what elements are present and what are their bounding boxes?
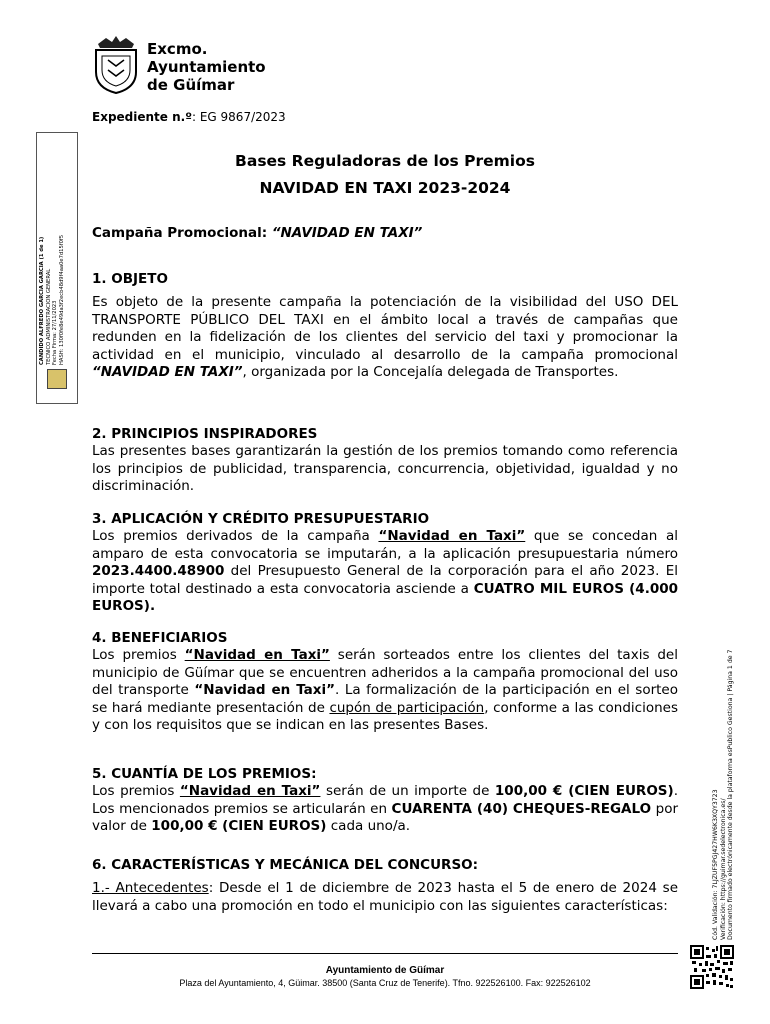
s3-text-bold2: 2023.4400.48900	[92, 563, 225, 579]
s3-text-a: Los premios derivados de la campaña	[92, 528, 379, 544]
s6-text-a: : Desde el 1 de diciembre de 2023 hasta el 5 de enero de 2024 se llevará a cabo una promoción en todo el municipio con las siguientes características:	[92, 880, 678, 914]
verification-code: Cód. Validación: 7LJZUF5PGJ427HW6K3XQY3723	[712, 789, 719, 940]
org-line-3: de Güímar	[147, 76, 235, 94]
s3-text-bold3: CUATRO MIL EUROS (4.000 EUROS).	[92, 580, 678, 614]
section-6-heading: 6. CARACTERÍSTICAS Y MECÁNICA DEL CONCURSO:	[92, 857, 479, 873]
campaign-name: “NAVIDAD EN TAXI”	[271, 225, 423, 241]
signer-name: CANDIDO ALFREDO GARCIA GARCIA (1 de 1)	[39, 236, 45, 365]
expediente-number	[92, 110, 286, 124]
s3-text-b: que se concedan al amparo de esta convocatoria se imputarán, a la aplicación presupuestaria número	[92, 528, 678, 562]
section-5-heading: 5. CUANTÍA DE LOS PREMIOS:	[92, 766, 317, 782]
s4-text-c: . La formalización de la participación en el sorteo se hará mediante presentación de	[92, 682, 678, 716]
org-line-2: Ayuntamiento	[147, 58, 266, 76]
s5-text-bold4: 100,00 € (CIEN EUROS)	[151, 818, 327, 834]
verification-note: Documento firmado electrónicamente desde la plataforma esPublico Gestiona | Página 1 de 7	[727, 649, 734, 940]
s4-text-b: serán sorteados entre los clientes del taxis del municipio de Güímar que se encuentren adheridos a la campaña promocional del uso del transporte	[92, 647, 678, 698]
section-3-heading: 3. APLICACIÓN Y CRÉDITO PRESUPUESTARIO	[92, 511, 430, 527]
s5-text-b: serán de un importe de	[320, 783, 495, 799]
section-2-text: Las presentes bases garantizarán la gestión de los premios tomando como referencia los principios de publicidad, transparencia, concurrencia, objetividad, igualdad y no discriminación.	[92, 443, 678, 494]
section-6-text	[92, 880, 678, 915]
section-1-heading: 1. OBJETO	[92, 271, 168, 287]
signature-hash: HASH: 130f0fe8e49da3f2ecb48d9f4aa0e7d15f0f5	[58, 234, 65, 365]
s5-text-d: por valor de	[92, 800, 678, 834]
signer-role: TECNICO ADMINISTRACION GENERAL	[45, 268, 52, 365]
s5-text-bold3: CUARENTA (40) CHEQUES-REGALO	[391, 800, 652, 817]
campaign-label: Campaña Promocional:	[92, 225, 272, 241]
section-3-text	[92, 528, 678, 616]
s1-text-a: Es objeto de la presente campaña la potenciación de la visibilidad del USO DEL TRANSPORTE PÚBLICO DEL TAXI en el ámbito local a través de campañas que redunden en la fidelización de los clientes del servicio del taxi y promocionar la actividad en el municipio, vinculado al desarrollo de la campaña promocional	[92, 294, 678, 363]
organization-name	[147, 40, 266, 94]
s5-text-a: Los premios	[92, 783, 180, 799]
section-5-text	[92, 783, 678, 836]
s5-text-bold1: “Navidad en Taxi”	[179, 783, 321, 799]
section-1-text	[92, 294, 678, 382]
signature-date: Fecha Firma: 27/11/2023	[52, 300, 58, 365]
s5-text-e: cada uno/a.	[326, 818, 411, 834]
verification-text	[712, 630, 735, 940]
signature-stamp	[36, 132, 78, 404]
s4-text-bold2: “Navidad en Taxi”	[194, 682, 336, 698]
document-title: Bases Reguladoras de los Premios	[235, 152, 535, 170]
s3-text-bold1: “Navidad en Taxi”	[378, 528, 526, 544]
footer-organization: Ayuntamiento de Güímar	[325, 965, 445, 976]
verification-url: Verificación: https://guimar.sedelectronica.es/	[719, 798, 727, 940]
s3-text-c: del Presupuesto General de la corporación para el año 2023. El importe total destinado a esta convocatoria asciende a	[92, 563, 678, 597]
coat-of-arms-logo	[92, 36, 140, 94]
s1-text-b: , organizada por la Concejalía delegada de Transportes.	[242, 364, 619, 380]
s5-text-bold2: 100,00 € (CIEN EUROS)	[494, 783, 674, 799]
s1-text-bold: “NAVIDAD EN TAXI”	[92, 364, 243, 380]
s4-text-d: , conforme a las condiciones y con los requisitos que se indican en las presentes Bases.	[92, 699, 678, 733]
section-4-heading: 4. BENEFICIARIOS	[92, 630, 228, 646]
section-2-heading: 2. PRINCIPIOS INSPIRADORES	[92, 426, 318, 442]
expediente-value: : EG 9867/2023	[191, 110, 286, 124]
seal-icon	[47, 369, 67, 389]
section-4-text	[92, 647, 678, 735]
footer-address: Plaza del Ayuntamiento, 4, Güimar. 38500 (Santa Cruz de Tenerife). Tfno. 922526100. Fax: 922526102	[179, 978, 591, 988]
document-subtitle: NAVIDAD EN TAXI 2023-2024	[259, 179, 511, 197]
footer-divider	[92, 953, 678, 954]
s4-text-underline: cupón de participación	[329, 699, 485, 716]
qr-code	[690, 945, 734, 989]
org-line-1: Excmo.	[147, 40, 208, 58]
s6-text-underline: 1.- Antecedentes	[92, 880, 209, 896]
s4-text-a: Los premios	[92, 647, 185, 663]
signature-text	[39, 137, 65, 365]
s4-text-bold1: “Navidad en Taxi”	[184, 647, 330, 663]
expediente-label: Expediente n.º	[92, 110, 192, 124]
s5-text-c: . Los mencionados premios se articularán en	[92, 783, 678, 817]
campaign-line	[92, 225, 422, 241]
